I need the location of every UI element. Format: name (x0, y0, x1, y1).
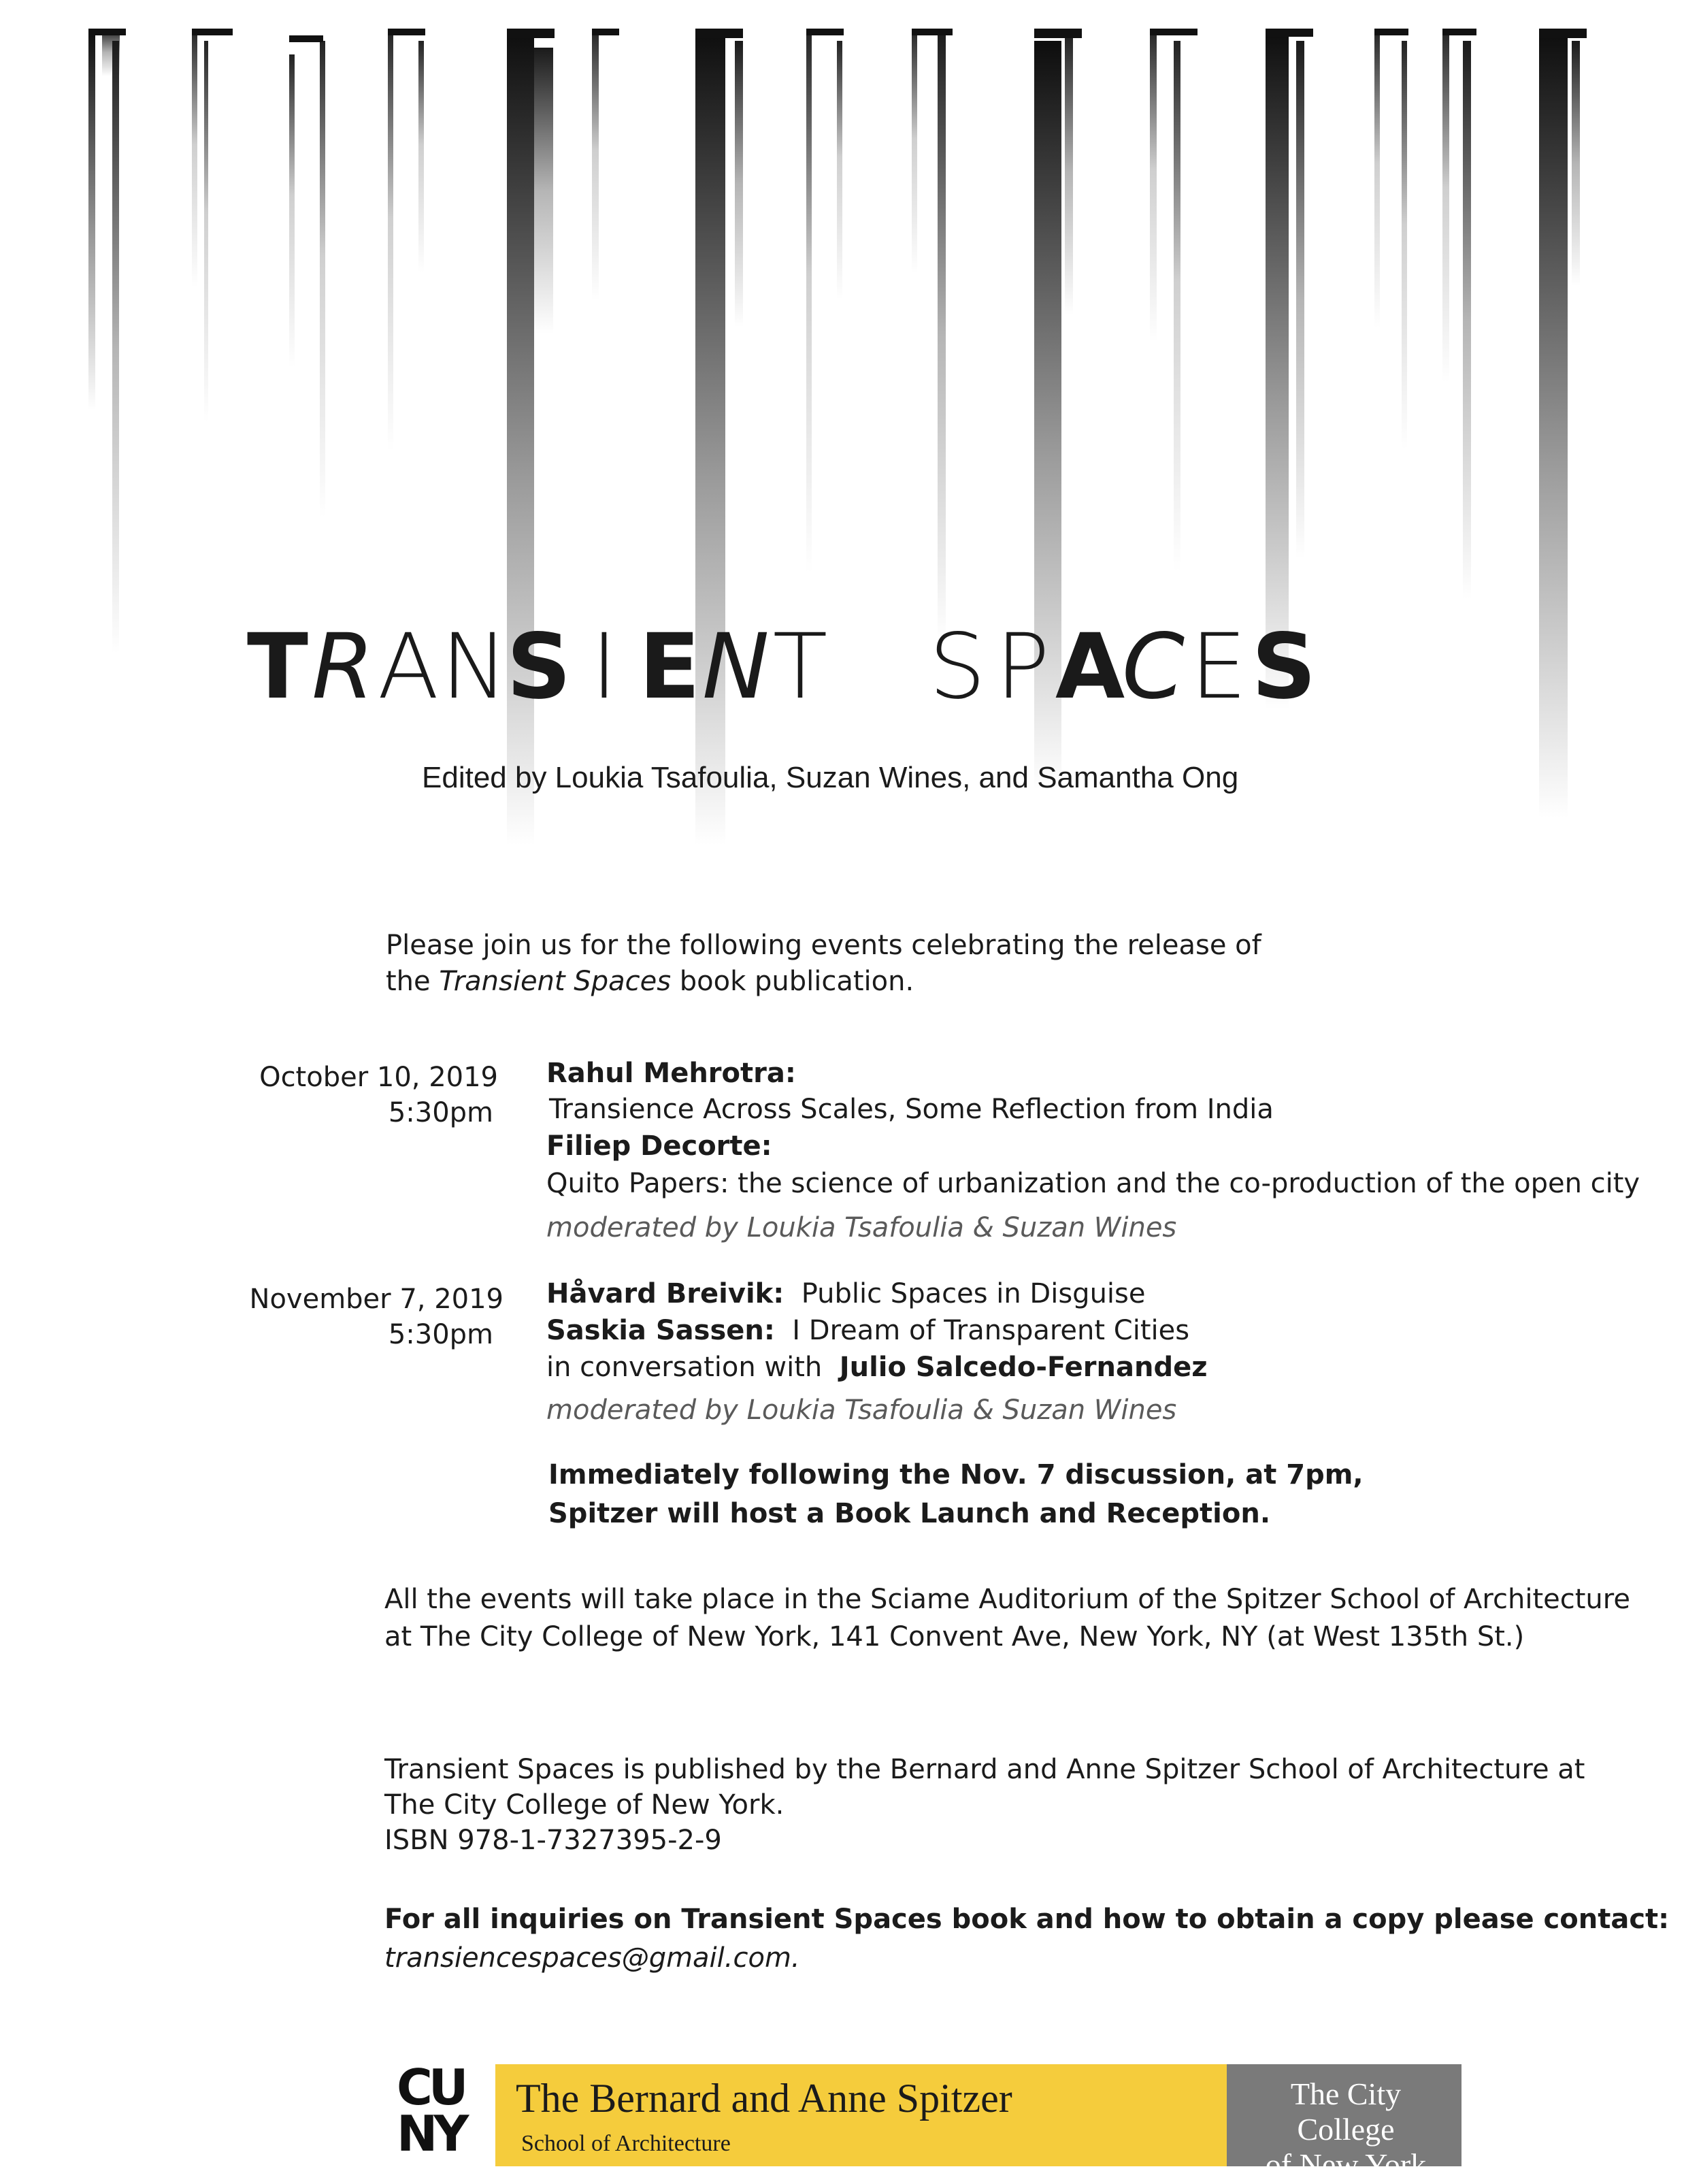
title-bar (695, 29, 725, 845)
title-letter: S (506, 615, 572, 719)
title-bar-cap (388, 29, 425, 35)
spitzer-name: The Bernard and Anne Spitzer (516, 2076, 1012, 2121)
title-bar-cap (695, 29, 743, 38)
ccny-name (1247, 2076, 1444, 2183)
title-bar (837, 41, 842, 299)
event2-line3 (546, 1349, 1208, 1386)
event2-talk1: Public Spaces in Disguise (801, 1278, 1146, 1309)
title-letter: R (312, 615, 374, 719)
title-letter: S (929, 615, 986, 719)
title-bar-cap (1539, 29, 1587, 38)
intro-line-1: Please join us for the following events celebrating the release of (386, 930, 1261, 961)
title-bar-cap (289, 35, 323, 42)
title-bar (192, 29, 197, 287)
cuny-line-2: NY (397, 2105, 465, 2162)
title-letter: N (702, 615, 770, 719)
intro-line-2 (386, 963, 914, 1000)
event2-date: November 7, 2019 (249, 1284, 503, 1315)
title-bar-cap (1150, 29, 1198, 35)
title-bar (735, 41, 743, 327)
event2-speaker2: Saskia Sassen: (546, 1315, 775, 1346)
title-bar-cap (1034, 29, 1082, 38)
location-line-2: at The City College of New York, 141 Convent Ave, New York, NY (at West 135th St.) (384, 1621, 1525, 1652)
title-bar (507, 29, 534, 845)
title-bar-cap (592, 29, 619, 35)
intro-book-title: Transient Spaces (439, 966, 672, 997)
editors-line: Edited by Loukia Tsafoulia, Suzan Wines, and Samantha Ong (422, 761, 1239, 794)
event1-speaker1: Rahul Mehrotra: (546, 1058, 796, 1089)
cuny-logo (397, 2059, 493, 2166)
title-letter: E (638, 615, 701, 719)
title-bar (88, 29, 95, 410)
title-bar (1539, 29, 1568, 818)
spitzer-sub: School of Architecture (521, 2131, 731, 2156)
event2-conv-name: Julio Salcedo-Fernandez (839, 1352, 1208, 1383)
title-bar (806, 29, 812, 573)
event1-date: October 10, 2019 (259, 1062, 498, 1093)
event1-talk1: Transience Across Scales, Some Reflection from India (549, 1094, 1274, 1125)
logo-bar (397, 2059, 1427, 2182)
publication-isbn: ISBN 978-1-7327395-2-9 (384, 1825, 722, 1856)
title-letter: I (591, 615, 618, 719)
ccny-line-2: of New York (1265, 2147, 1427, 2182)
event1-moderator: moderated by Loukia Tsafoulia & Suzan Wines (546, 1212, 1177, 1243)
event1-time: 5:30pm (388, 1097, 493, 1128)
spitzer-logo-panel (495, 2064, 1227, 2166)
title-bar (112, 41, 119, 653)
event2-moderator: moderated by Loukia Tsafoulia & Suzan Wines (546, 1395, 1177, 1426)
event2-conv-pre: in conversation with (546, 1352, 823, 1383)
title-bar (1296, 41, 1304, 558)
title-bar (534, 48, 553, 333)
title-bar (1174, 41, 1180, 572)
title-bar (1266, 29, 1289, 709)
title-bar (1065, 29, 1073, 314)
title-letter: T (246, 615, 309, 719)
ccny-logo-panel (1227, 2064, 1461, 2182)
title-letter: A (1055, 615, 1125, 719)
event2-time: 5:30pm (388, 1319, 493, 1350)
cuny-line-1: CU (397, 2059, 465, 2116)
title-bar-cap (192, 29, 233, 35)
title-bar (592, 29, 599, 301)
publication-line-1: Transient Spaces is published by the Bernard and Anne Spitzer School of Architecture at (384, 1754, 1585, 1785)
title-bar (388, 29, 393, 451)
event2-line1 (546, 1275, 1145, 1312)
title-bar-cap (912, 29, 953, 35)
title-bar (1402, 41, 1407, 449)
title-letter: E (1190, 615, 1247, 719)
event1-talk2: Quito Papers: the science of urbanization and the co-production of the open city (546, 1168, 1640, 1199)
title-bar (204, 41, 208, 422)
reception-line-2: Spitzer will host a Book Launch and Reception. (548, 1498, 1271, 1529)
title-bars-graphic (0, 0, 1701, 858)
title-bar-cap (507, 29, 555, 38)
event1-speaker2: Filiep Decorte: (546, 1130, 772, 1162)
contact-email[interactable]: transiencespaces@gmail.com. (384, 1942, 800, 1974)
title-bar (1463, 41, 1471, 599)
title-letter: T (772, 615, 828, 719)
event2-talk2: I Dream of Transparent Cities (792, 1315, 1190, 1346)
intro-pre: the (386, 966, 440, 997)
title-bar (418, 41, 424, 272)
event2-line2 (546, 1312, 1189, 1349)
title-bar-cap (806, 29, 844, 35)
reception-line-1: Immediately following the Nov. 7 discussion, at 7pm, (548, 1459, 1364, 1490)
title-bar (1374, 29, 1380, 328)
intro-post: book publication. (671, 966, 914, 997)
title-bar-cap (1266, 29, 1313, 37)
location-line-1: All the events will take place in the Sciame Auditorium of the Spitzer School of Architecture (384, 1584, 1630, 1615)
title-letter: P (995, 615, 1050, 719)
publication-line-2: The City College of New York. (384, 1789, 785, 1821)
title-bar-cap (88, 29, 126, 35)
title-bar-cap (1374, 29, 1408, 35)
title-main (245, 616, 1470, 718)
ccny-line-1: The City College (1290, 2076, 1402, 2147)
title-letter: C (1121, 615, 1185, 719)
title-bar (938, 29, 946, 641)
title-bar (912, 29, 917, 274)
contact-heading: For all inquiries on Transient Spaces book and how to obtain a copy please contact: (384, 1904, 1670, 1935)
title-bar-cap (1442, 29, 1476, 35)
title-bar (1572, 41, 1580, 286)
title-bar (1150, 29, 1157, 342)
title-letter: S (1251, 615, 1317, 719)
title-bar (1442, 29, 1449, 382)
title-bar (320, 41, 325, 517)
event2-speaker1: Håvard Breivik: (546, 1278, 785, 1309)
title-bar (289, 54, 295, 368)
title-letter: N (441, 615, 508, 719)
title-letter: A (377, 615, 440, 719)
